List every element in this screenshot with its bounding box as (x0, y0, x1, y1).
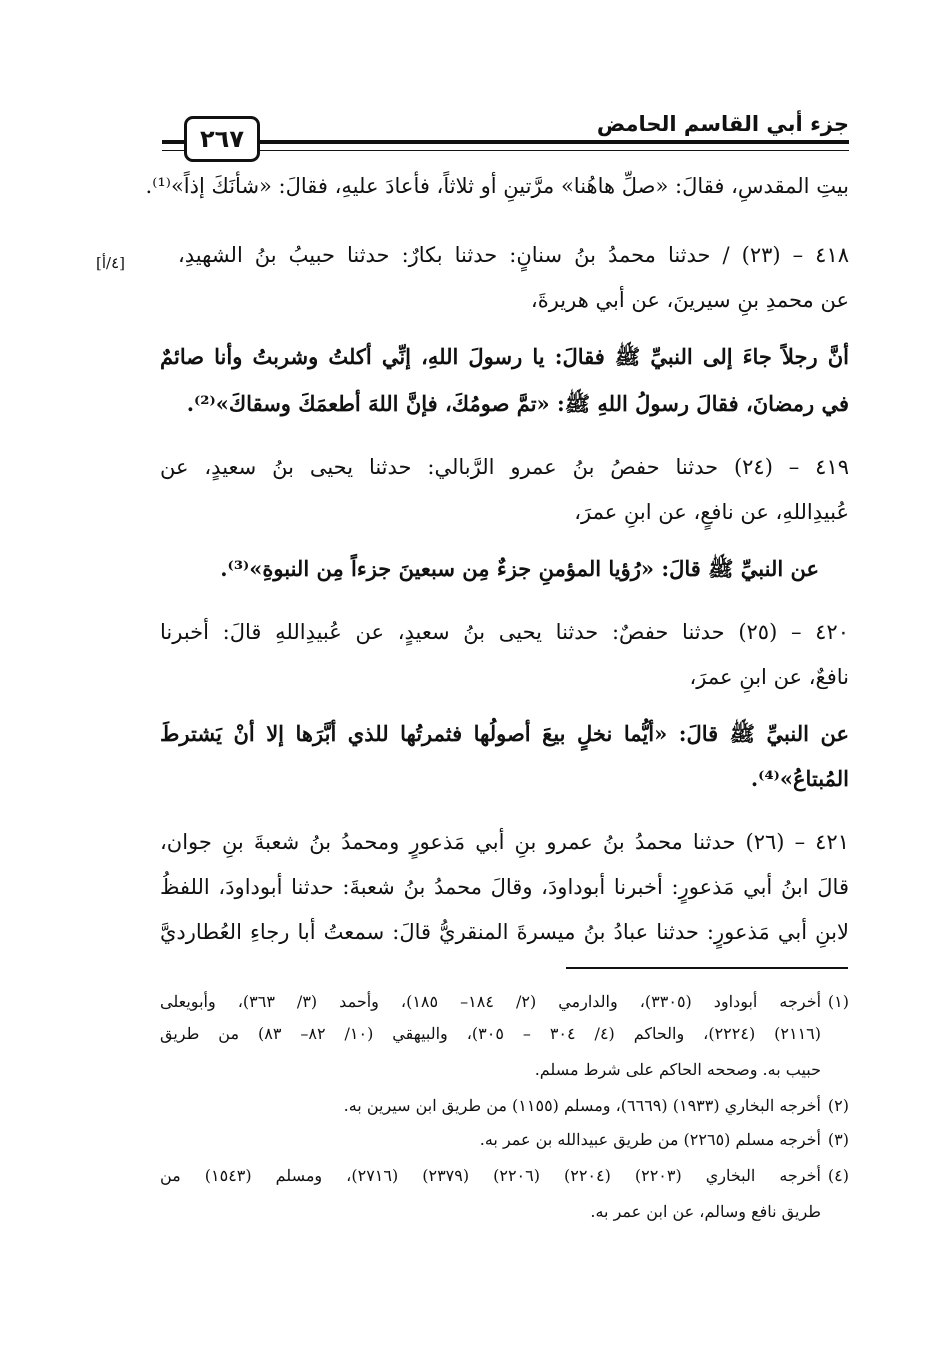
hadith-matn-line: في رمضانَ، فقالَ رسولُ اللهِ ﷺ: «تمَّ صومُكَ، فإنَّ اللهَ أطعمَكَ وسقاكَ»⁽²⁾. (186, 391, 849, 416)
hadith-matn-line: المُبتاعُ»⁽⁴⁾. (750, 766, 849, 791)
footnote-number: (٣) (827, 1130, 849, 1149)
body-line: عُبيدِاللهِ، عن نافعٍ، عن ابنِ عمرَ، (574, 500, 849, 524)
header-rule-thin (162, 150, 849, 151)
footnote-separator (566, 967, 848, 969)
footnote-number: (٢) (827, 1096, 849, 1115)
body-line: نافعٌ، عن ابنِ عمرَ، (689, 665, 849, 689)
hadith-418-header: ٤١٨ – (٢٣) / حدثنا محمدُ بنُ سنانٍ: حدثنا بكارٌ: حدثنا حبيبُ بنُ الشهيدِ، (178, 243, 850, 267)
hadith-419-header: ٤١٩ – (٢٤) حدثنا حفصُ بنُ عمرو الرَّبالي: حدثنا يحيى بنُ سعيدٍ، عن (160, 455, 850, 479)
running-header-title: جزء أبي القاسم الحامض (596, 112, 849, 136)
body-line: بيتِ المقدسِ، فقالَ: «صلِّ هاهُنا» مرَّتينِ أو ثلاثاً، فأعادَ عليهِ، فقالَ: «شأنَكَ إذاً»⁽¹⁾. (145, 174, 849, 198)
hadith-matn-line: عن النبيِّ ﷺ قالَ: «رُؤيا المؤمنِ جزءٌ مِن سبعينَ جزءاً مِن النبوةِ»⁽³⁾. (220, 556, 819, 581)
footnote-line: (٢١١٦) (٢٢٢٤)، والحاكم (٤/ ٣٠٤ – ٣٠٥)، والبيهقي (١٠/ ٨٢– ٨٣) من طريق (160, 1024, 822, 1043)
footnote-line: أخرجه مسلم (٢٢٦٥) من طريق عبيدالله بن عمر به. (479, 1130, 821, 1149)
body-line: عن محمدِ بنِ سيرينَ، عن أبي هريرةَ، (530, 288, 849, 312)
footnote-line: حبيب به. وصححه الحاكم على شرط مسلم. (534, 1060, 821, 1079)
body-line: لابنِ أبي مَذعورٍ: حدثنا عبادُ بنُ ميسرةَ المنقريُّ قالَ: سمعتُ أبا رجاءِ العُطارديَّ (160, 920, 849, 944)
footnote-line: أخرجه أبوداود (٣٣٠٥)، والدارمي (٢/ ١٨٤– ١٨٥)، وأحمد (٣/ ٣٦٣)، وأبويعلى (160, 992, 822, 1011)
footnote-number: (٤) (827, 1166, 849, 1185)
page-number: ٢٦٧ (184, 116, 260, 162)
margin-reference: [٤/أ] (96, 254, 126, 272)
hadith-420-header: ٤٢٠ – (٢٥) حدثنا حفصٌ: حدثنا يحيى بنُ سعيدٍ، عن عُبيدِاللهِ قالَ: أخبرنا (160, 620, 849, 644)
footnote-number: (١) (827, 992, 849, 1011)
header-rule-thick (162, 140, 849, 144)
hadith-421-header: ٤٢١ – (٢٦) حدثنا محمدُ بنُ عمرو بنِ أبي مَذعورٍ ومحمدُ بنُ شعبةَ بنِ جوان، (160, 830, 849, 854)
footnote-line: أخرجه البخاري (١٩٣٣) (٦٦٦٩)، ومسلم (١١٥٥) من طريق ابن سيرين به. (343, 1096, 821, 1115)
footnote-line: طريق نافع وسالم، عن ابن عمر به. (590, 1202, 821, 1221)
footnote-line: أخرجه البخاري (٢٢٠٣) (٢٢٠٤) (٢٢٠٦) (٢٣٧٩) (٢٧١٦)، ومسلم (١٥٤٣) من (160, 1166, 821, 1185)
hadith-matn-line: أنَّ رجلاً جاءَ إلى النبيِّ ﷺ فقالَ: يا رسولَ اللهِ، إنِّي أكلتُ وشربتُ وأنا صائمٌ (160, 344, 849, 369)
hadith-matn-line: عن النبيِّ ﷺ قالَ: «أيُّما نخلٍ بيعَ أصولُها فثمرتُها للذي أبَّرَها إلا أنْ يَشترطَ (160, 721, 849, 746)
body-line: قالَ ابنُ أبي مَذعورٍ: أخبرنا أبوداودَ، وقالَ محمدُ بنُ شعبةَ: حدثنا أبوداودَ، اللفظُ (160, 875, 849, 899)
